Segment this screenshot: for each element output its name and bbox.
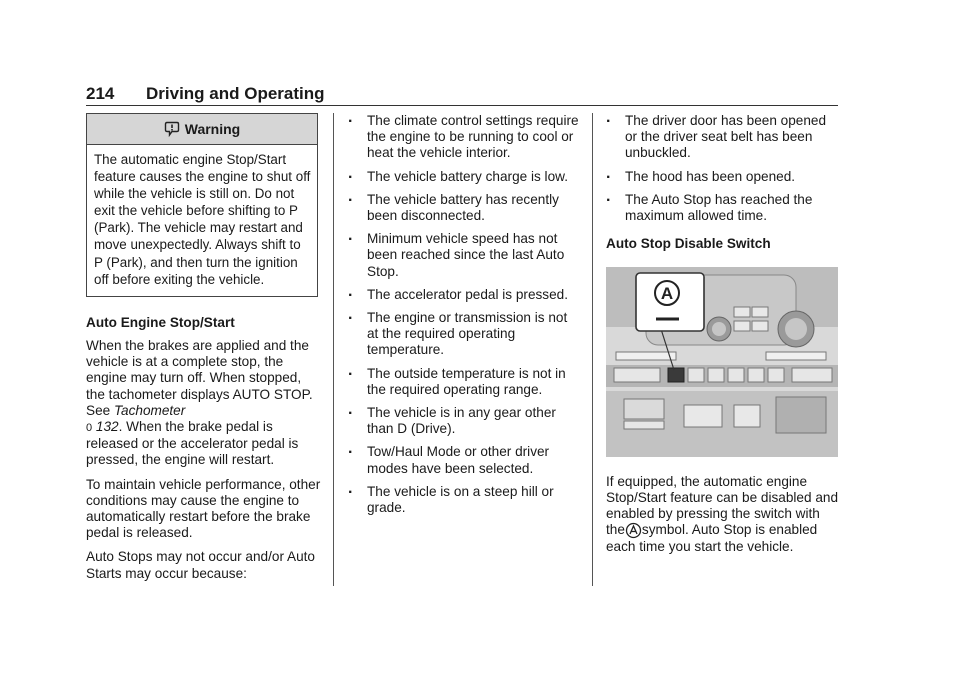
disable-switch-heading: Auto Stop Disable Switch bbox=[606, 236, 771, 252]
list-item: . The engine or transmission is not at the required operating temperature. bbox=[348, 306, 568, 358]
column-2 bbox=[348, 109, 580, 523]
column-divider bbox=[333, 113, 334, 586]
list-item: . The hood has been opened. bbox=[606, 164, 796, 184]
auto-engine-heading: Auto Engine Stop/Start bbox=[86, 314, 235, 330]
list-item: . Tow/Haul Mode or other driver modes have been selected. bbox=[348, 440, 550, 476]
warning-icon bbox=[164, 121, 180, 137]
list-item: . The accelerator pedal is pressed. bbox=[348, 282, 568, 302]
auto-stop-icon bbox=[625, 522, 642, 539]
page-header bbox=[86, 83, 838, 106]
list-item: . The vehicle battery charge is low. bbox=[348, 164, 568, 184]
column-1 bbox=[86, 113, 322, 590]
auto-stop-symbol: A bbox=[660, 284, 674, 304]
list-item: . The vehicle battery has recently been disconnected. bbox=[348, 187, 559, 224]
list-item: . The climate control settings require the engine to be running to cool or heat the vehicle interior. bbox=[348, 109, 579, 161]
list-item: . The vehicle is in any gear other than D (Drive). bbox=[348, 401, 556, 437]
warning-title: Warning bbox=[184, 120, 241, 137]
auto-engine-paragraph-1: When the brakes are applied and the vehicle is at a complete stop, the engine may turn off. When stopped, the tachometer displays AUTO STOP. See Tachometer 0 132. When the brake pedal is released or the accelerator pedal is pressed, the engine will restart. bbox=[86, 337, 313, 468]
auto-engine-paragraph-2: To maintain vehicle performance, other conditions may cause the engine to automatically restart before the brake pedal is released. bbox=[86, 476, 321, 541]
disable-switch-text: If equipped, the automatic engine Stop/Start feature can be disabled and enabled by pressing the switch with the symbol. Auto Stop is enabled each time you start the vehicle. bbox=[606, 473, 839, 555]
auto-stop-switch-figure bbox=[606, 267, 838, 457]
tachometer-link[interactable]: Tachometer bbox=[113, 402, 186, 418]
warning-box bbox=[86, 113, 318, 297]
section-title: Driving and Operating bbox=[146, 84, 325, 103]
list-item: . The outside temperature is not in the required operating range. bbox=[348, 361, 566, 397]
auto-engine-paragraph-3: Auto Stops may not occur and/or Auto Starts may occur because: bbox=[86, 549, 315, 581]
page-reference-arrow: 0 bbox=[86, 421, 93, 434]
list-item: . Minimum vehicle speed has not been reached since the last Auto Stop. bbox=[348, 227, 565, 279]
list-item: . The Auto Stop has reached the maximum allowed time. bbox=[606, 187, 813, 224]
warning-text: The automatic engine Stop/Start feature causes the engine to shut off while the vehicle is still on. Do not exit the vehicle before shifting to P (Park). The vehicle may restart and move unexpectedly. Always shift to P (Park), and then turn the ignition off before exiting the vehicle. bbox=[94, 152, 311, 287]
column-3 bbox=[606, 109, 839, 563]
list-item: . The vehicle is on a steep hill or grade. bbox=[348, 479, 554, 516]
warning-header bbox=[87, 114, 317, 145]
page-number: 214 bbox=[86, 84, 115, 103]
page-reference[interactable]: 132 bbox=[95, 418, 119, 434]
column-divider bbox=[592, 113, 593, 586]
list-item: . The driver door has been opened or the driver seat belt has been unbuckled. bbox=[606, 109, 827, 161]
